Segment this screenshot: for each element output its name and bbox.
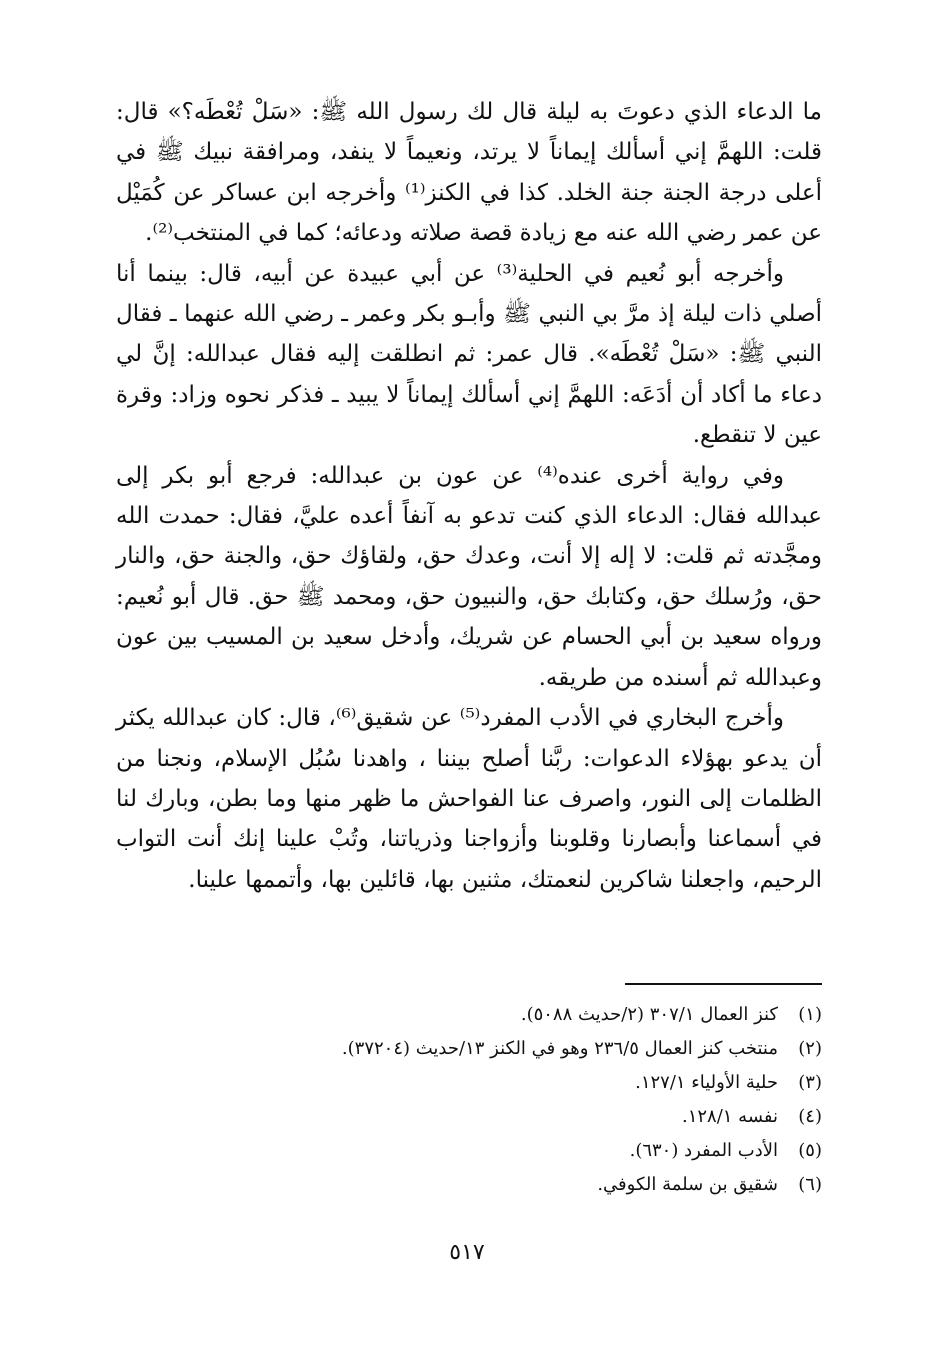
footnote-text: نفسه ١٢٨/١. [681, 1106, 778, 1127]
footnote-text: منتخب كنز العمال ٢٣٦/٥ وهو في الكنز ١٣/حديث (٣٧٢٠٤). [341, 1038, 778, 1059]
text-line: قلت: اللهمَّ إني أسألك إيماناً لا يرتد، ونعيماً لا ينفد، ومرافقة نبيك ﷺ في [116, 139, 822, 166]
footnote-text: حلية الأولياء ١٢٧/١. [635, 1072, 778, 1093]
footnote-separator [625, 983, 822, 985]
footnote-number: (٤) [798, 1106, 822, 1127]
footnote-item [116, 1066, 822, 1100]
text-line: أن يدعو بهؤلاء الدعوات: ربَّنا أصلح بيننا ، واهدنا سُبُل الإسلام، ونجنا من [116, 745, 822, 772]
paragraph-2 [116, 254, 822, 456]
footnote-number: (٣) [798, 1072, 822, 1093]
text-line: «سَلْ تُعْطَه». قال عمر: ثم انطلقت إليه فقال عبدالله: إنَّ لي دعاء ما أكاد أن [116, 341, 822, 408]
text-line: الظلمات إلى النور، واصرف عنا الفواحش ما ظهر منها وما بطن، وبارك لنا في [116, 785, 822, 853]
paragraph-1 [116, 92, 822, 254]
text-line: واجعلنا شاكرين لنعمتك، مثنين بها، قائلين بها، وأتممها علينا. [188, 866, 745, 893]
text-line: فقال: الدعاء الذي كنت تدعو به آنفاً أعده عليَّ، فقال: حمدت الله ومجَّدته [116, 503, 823, 570]
footnote-number: (٦) [798, 1174, 822, 1195]
text-line: أعلى درجة الجنة جنة الخلد. كذا في الكنز⁽¹⁾ وأخرجه ابن عساكر عن كُمَيْل [116, 179, 823, 206]
footnote-number: (١) [798, 1004, 822, 1025]
footnotes [116, 998, 822, 1202]
footnote-item [116, 998, 822, 1032]
footnote-item [116, 1168, 822, 1202]
text-line: وعبدالله ثم أسنده من طريقه. [538, 664, 822, 691]
footnote-item [116, 1134, 822, 1168]
footnote-text: كنز العمال ٣٠٧/١ (٢/حديث ٥٠٨٨). [520, 1004, 778, 1025]
paragraph-3 [116, 456, 822, 698]
page-number: ٥١٧ [449, 1240, 485, 1265]
footnote-number: (٢) [798, 1038, 822, 1059]
text-line: وأخرج البخاري في الأدب المفرد⁽⁵⁾ عن شقيق⁽⁶⁾، قال: كان عبدالله يكثر [116, 705, 784, 732]
footnote-text: الأدب المفرد (٦٣٠). [629, 1140, 778, 1161]
text-line: أدَعَه: اللهمَّ إني أسألك إيماناً لا يبيد ـ فذكر نحوه وزاد: وقرة عين لا تنقطع. [116, 381, 822, 449]
footnote-item [116, 1032, 822, 1066]
text-line: ذات ليلة إذ مرَّ بي النبي ﷺ وأبـو بكر وعمر ـ رضي الله عنهما ـ فقال النبي ﷺ: [116, 301, 822, 368]
text-line: ما الدعاء الذي دعوتَ به ليلة قال لك رسول الله ﷺ: «سَلْ تُعْطَه؟» قال: [116, 99, 822, 125]
text-line: أسماعنا وأبصارنا وقلوبنا وأزواجنا وذرياتنا، وتُبْ علينا إنك أنت التواب الرحيم، [116, 826, 822, 893]
text-line: وفي رواية أخرى عنده⁽⁴⁾ عن عون بن عبدالله: فرجع أبو بكر إلى عبدالله [116, 462, 823, 530]
text-line: ثم قلت: لا إله إلا أنت، وعدك حق، ولقاؤك حق، والجنة حق، والنار حق، [116, 543, 823, 610]
text-line: ورُسلك حق، وكتابك حق، والنبيون حق، ومحمد ﷺ حق. قال أبو نُعيم: [116, 583, 773, 610]
text-line: وأخرجه أبو نُعيم في الحلية⁽³⁾ عن أبي عبيدة عن أبيه، قال: بينما أنا أصلي [116, 260, 822, 328]
paragraph-4 [116, 698, 822, 900]
footnote-text: شقيق بن سلمة الكوفي. [597, 1174, 778, 1195]
main-text [116, 92, 822, 900]
text-line: ورواه سعيد بن أبي الحسام عن شريك، وأدخل سعيد بن المسيب بين عون [116, 624, 822, 651]
footnote-item [116, 1100, 822, 1134]
text-line: عن عمر رضي الله عنه مع زيادة قصة صلاته ودعائه؛ كما في المنتخب⁽²⁾. [145, 220, 822, 247]
footnote-number: (٥) [798, 1140, 822, 1161]
